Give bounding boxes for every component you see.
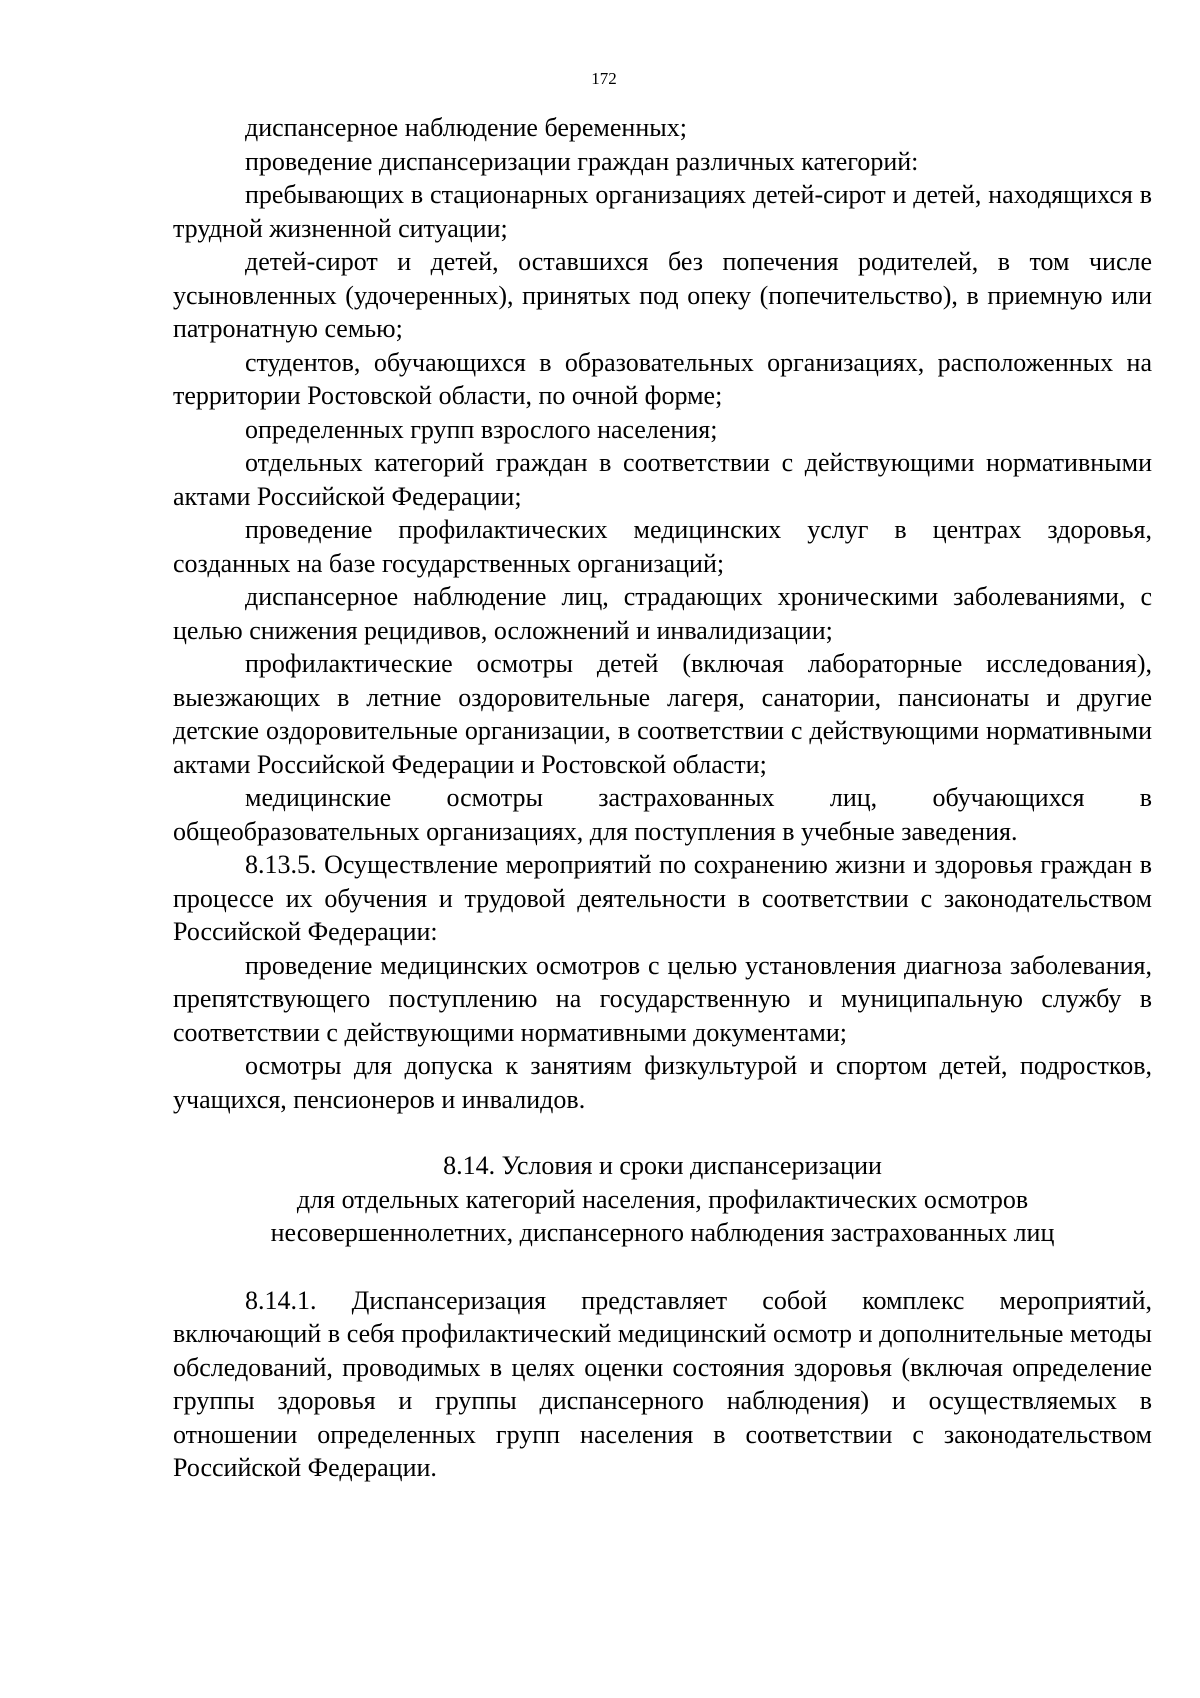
paragraph: осмотры для допуска к занятиям физкультурой и спортом детей, подростков, учащихся, пенсионеров и инвалидов. xyxy=(173,1051,1152,1114)
page-number: 172 xyxy=(591,69,617,88)
heading-line: несовершеннолетних, диспансерного наблюдения застрахованных лиц xyxy=(270,1218,1055,1247)
paragraph: проведение профилактических медицинских услуг в центрах здоровья, созданных на базе государственных организаций; xyxy=(173,515,1152,578)
paragraph: медицинские осмотры застрахованных лиц, обучающихся в общеобразовательных организациях, для поступления в учебные заведения. xyxy=(173,783,1152,846)
heading-line: для отдельных категорий населения, профилактических осмотров xyxy=(296,1184,1029,1214)
paragraph: 8.13.5. Осуществление мероприятий по сохранению жизни и здоровья граждан в процессе их обучения и трудовой деятельности в соответствии с законодательством Российской Федерации: xyxy=(173,850,1152,946)
paragraph: определенных групп взрослого населения; xyxy=(245,414,718,444)
paragraph: проведение диспансеризации граждан различных категорий: xyxy=(245,146,919,176)
paragraph: 8.14.1. Диспансеризация представляет собой комплекс мероприятий, включающий в себя профилактический медицинский осмотр и дополнительные методы обследований, проводимых в целях оценки состояния здоровья (включая определение группы здоровья и группы диспансерного наблюдения) и осуществляемых в отношении определенных групп населения в соответствии с законодательством Российской Федерации. xyxy=(173,1285,1152,1482)
paragraph: отдельных категорий граждан в соответствии с действующими нормативными актами Российской Федерации; xyxy=(173,448,1152,511)
paragraph: проведение медицинских осмотров с целью установления диагноза заболевания, препятствующего поступлению на государственную и муниципальную службу в соответствии с действующими нормативными документами; xyxy=(173,950,1152,1047)
section-heading xyxy=(173,1149,1152,1250)
document-body xyxy=(173,111,1152,1485)
paragraph: диспансерное наблюдение беременных; xyxy=(245,113,687,142)
paragraph: диспансерное наблюдение лиц, страдающих хроническими заболеваниями, с целью снижения рецидивов, осложнений и инвалидизации; xyxy=(173,582,1152,645)
paragraph: студентов, обучающихся в образовательных организациях, расположенных на территории Ростовской области, по очной форме; xyxy=(173,347,1152,410)
heading-line: 8.14. Условия и сроки диспансеризации xyxy=(443,1151,882,1180)
paragraph: профилактические осмотры детей (включая лабораторные исследования), выезжающих в летние оздоровительные лагеря, санатории, пансионаты и другие детские оздоровительные организации, в соответствии с действующими нормативными актами Российской Федерации и Ростовской области; xyxy=(173,649,1152,779)
paragraph: детей-сирот и детей, оставшихся без попечения родителей, в том числе усыновленных (удочеренных), принятых под опеку (попечительство), в приемную или патронатную семью; xyxy=(173,247,1152,343)
paragraph: пребывающих в стационарных организациях детей-сирот и детей, находящихся в трудной жизненной ситуации; xyxy=(173,180,1152,243)
